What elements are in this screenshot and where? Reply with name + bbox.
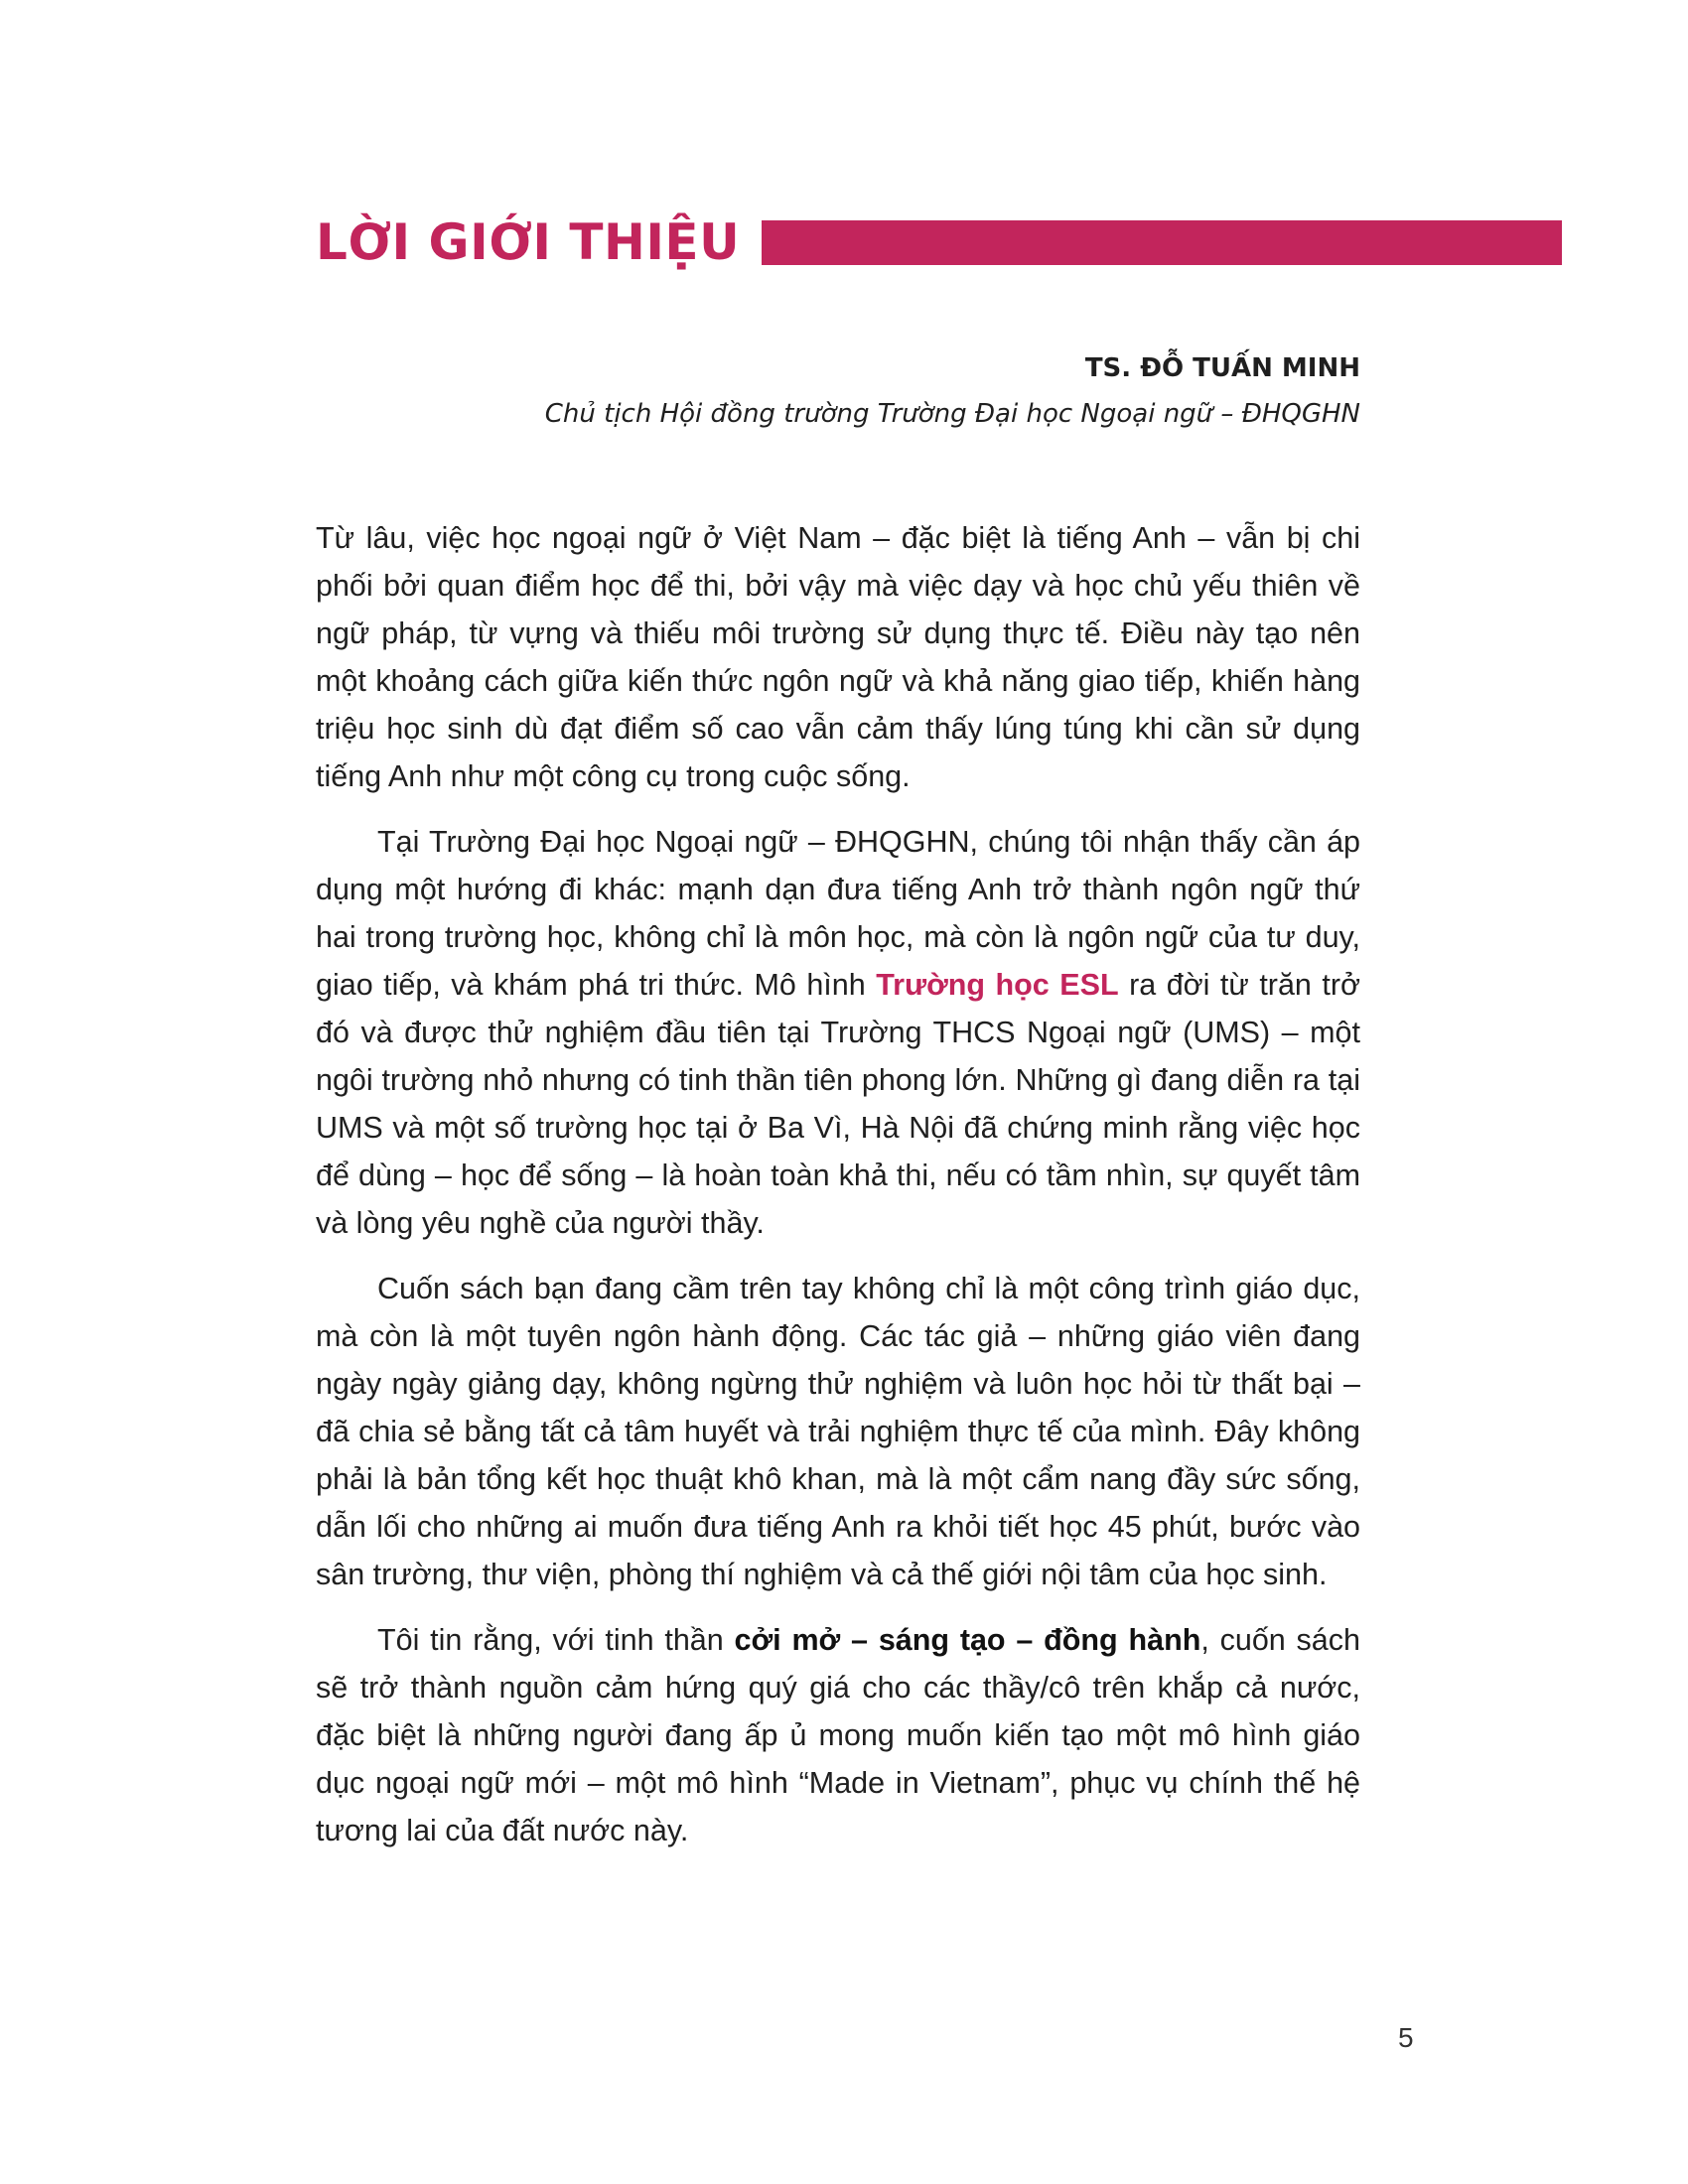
esl-school-highlight: Trường học ESL: [876, 968, 1119, 1002]
title-accent-bar: [762, 220, 1562, 265]
introduction-body: [316, 514, 1360, 1872]
paragraph-4-text-end: , cuốn sách sẽ trở thành nguồn cảm hứng quý giá cho các thầy/cô trên khắp cả nước, đặc biệt là những người đang ấp ủ mong muốn kiến tạo một mô hình giáo dục ngoại ngữ mới – một mô hình “Made in Vietnam”, phục vụ chính thế hệ tương lai của đất nước này.: [316, 1623, 1360, 1847]
author-role: Chủ tịch Hội đồng trường Trường Đại học Ngoại ngữ – ĐHQGHN: [544, 399, 1360, 429]
paragraph-2-text-end: ra đời từ trăn trở đó và được thử nghiệm đầu tiên tại Trường THCS Ngoại ngữ (UMS) – một ngôi trường nhỏ nhưng có tinh thần tiên phong lớn. Những gì đang diễn ra tại UMS và một số trường học tại ở Ba Vì, Hà Nội đã chứng minh rằng việc học để dùng – học để sống – là hoàn toàn khả thi, nếu có tầm nhìn, sự quyết tâm và lòng yêu nghề của người thầy.: [316, 968, 1360, 1240]
author-name: TS. ĐỖ TUẤN MINH: [1084, 353, 1360, 383]
author-block: [545, 345, 1360, 437]
page-number: 5: [1398, 2022, 1414, 2053]
paragraph-4: [316, 1616, 1360, 1854]
page-title: LỜI GIỚI THIỆU: [316, 213, 741, 271]
paragraph-2: [316, 818, 1360, 1247]
motto-bold: cởi mở – sáng tạo – đồng hành: [734, 1623, 1201, 1657]
paragraph-3: Cuốn sách bạn đang cầm trên tay không chỉ là một công trình giáo dục, mà còn là một tuyên ngôn hành động. Các tác giả – những giáo viên đang ngày ngày giảng dạy, không ngừng thử nghiệm và luôn học hỏi từ thất bại – đã chia sẻ bằng tất cả tâm huyết và trải nghiệm thực tế của mình. Đây không phải là bản tổng kết học thuật khô khan, mà là một cẩm nang đầy sức sống, dẫn lối cho những ai muốn đưa tiếng Anh ra khỏi tiết học 45 phút, bước vào sân trường, thư viện, phòng thí nghiệm và cả thế giới nội tâm của học sinh.: [316, 1272, 1360, 1591]
paragraph-1: Từ lâu, việc học ngoại ngữ ở Việt Nam – đặc biệt là tiếng Anh – vẫn bị chi phối bởi quan điểm học để thi, bởi vậy mà việc dạy và học chủ yếu thiên về ngữ pháp, từ vựng và thiếu môi trường sử dụng thực tế. Điều này tạo nên một khoảng cách giữa kiến thức ngôn ngữ và khả năng giao tiếp, khiến hàng triệu học sinh dù đạt điểm số cao vẫn cảm thấy lúng túng khi cần sử dụng tiếng Anh như một công cụ trong cuộc sống.: [316, 521, 1360, 793]
paragraph-4-text-start: Tôi tin rằng, với tinh thần: [377, 1623, 735, 1657]
paragraph-2-text-start: Tại Trường Đại học Ngoại ngữ – ĐHQGHN, chúng tôi nhận thấy cần áp dụng một hướng đi khác: mạnh dạn đưa tiếng Anh trở thành ngôn ngữ thứ hai trong trường học, không chỉ là môn học, mà còn là ngôn ngữ của tư duy, giao tiếp, và khám phá tri thức. Mô hình: [316, 825, 1360, 1002]
